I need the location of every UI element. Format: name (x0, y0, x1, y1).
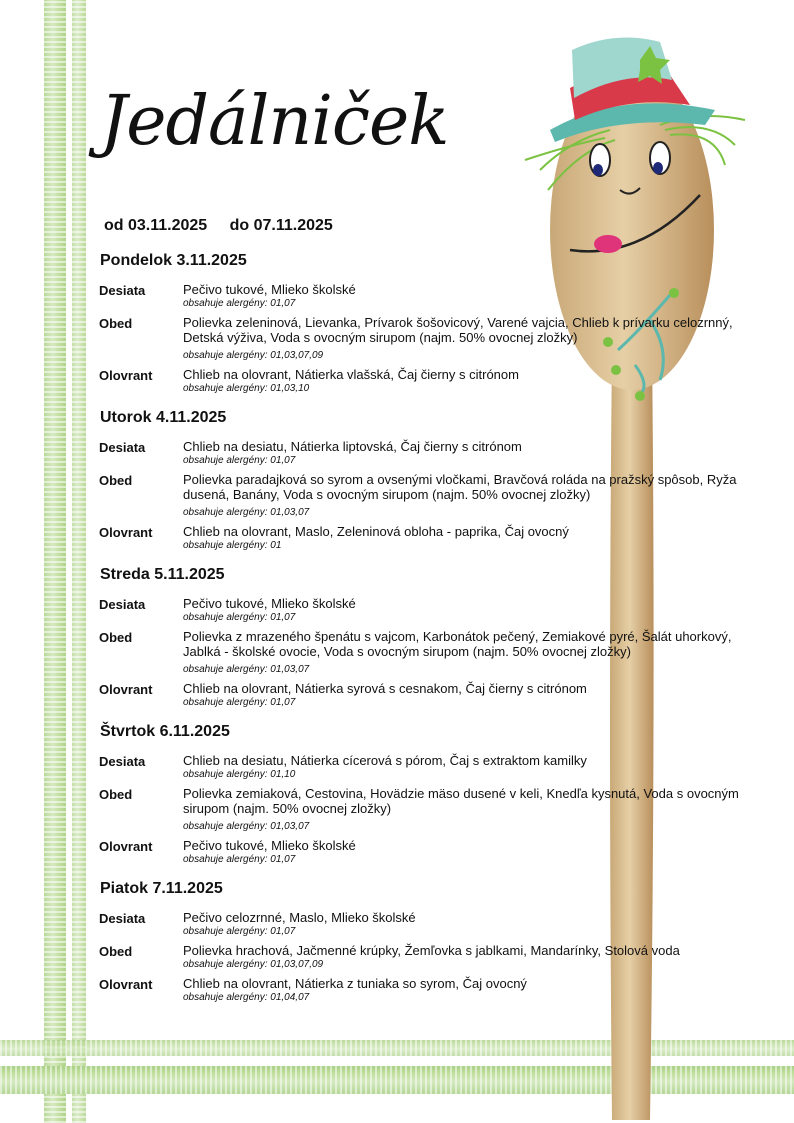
date-range (104, 217, 351, 235)
meal-text: Chlieb na desiatu, Nátierka liptovská, Čaj čierny s citrónom (183, 439, 522, 454)
allergens: obsahuje alergény: 01,03,07,09 (183, 350, 324, 361)
meal-label: Desiata (99, 754, 146, 769)
day-monday (99, 252, 739, 395)
meal-row-obed (99, 943, 739, 971)
day-title: Pondelok 3.11.2025 (100, 252, 247, 269)
meal-label: Obed (99, 787, 133, 802)
allergens: obsahuje alergény: 01,03,10 (183, 383, 310, 394)
meal-label: Olovrant (99, 682, 153, 697)
day-wednesday (99, 566, 739, 709)
meal-label: Obed (99, 630, 133, 645)
day-tuesday (99, 409, 739, 552)
allergens: obsahuje alergény: 01,07 (183, 455, 296, 466)
meal-text: Chlieb na olovrant, Nátierka z tuniaka so syrom, Čaj ovocný (183, 976, 527, 991)
meal-row-desiata (99, 439, 739, 467)
meal-text: Pečivo tukové, Mlieko školské (183, 596, 356, 611)
meal-text: Polievka paradajková so syrom a ovsenými vločkami, Bravčová roláda na pražský spôsob, Ryža dusená, Banány, Voda s ovocným sirupom (najm. 50% ovocnej zložky) (183, 472, 737, 502)
allergens: obsahuje alergény: 01,07 (183, 926, 296, 937)
day-title: Utorok 4.11.2025 (100, 409, 227, 426)
meal-text: Chlieb na olovrant, Nátierka vlašská, Čaj čierny s citrónom (183, 367, 519, 382)
allergens: obsahuje alergény: 01,07 (183, 854, 296, 865)
meal-text: Chlieb na desiatu, Nátierka cícerová s pórom, Čaj s extraktom kamilky (183, 753, 587, 768)
meal-label: Olovrant (99, 839, 153, 854)
allergens: obsahuje alergény: 01,03,07 (183, 821, 310, 832)
allergens: obsahuje alergény: 01,07 (183, 612, 296, 623)
meal-row-desiata (99, 753, 739, 781)
meal-text: Pečivo tukové, Mlieko školské (183, 282, 356, 297)
meal-text: Polievka zemiaková, Cestovina, Hovädzie mäso dusené v keli, Knedľa kysnutá, Voda s ovocným sirupom (najm. 50% ovocnej zložky) (183, 786, 739, 816)
green-stripe-left-thin (72, 0, 86, 1123)
allergens: obsahuje alergény: 01,04,07 (183, 992, 310, 1003)
date-from: od 03.11.2025 (104, 217, 208, 234)
meal-row-obed (99, 472, 739, 519)
meal-label: Desiata (99, 597, 146, 612)
meal-label: Obed (99, 473, 133, 488)
day-friday (99, 880, 739, 1004)
green-stripe-left (44, 0, 66, 1123)
day-thursday (99, 723, 739, 866)
meal-text: Chlieb na olovrant, Nátierka syrová s cesnakom, Čaj čierny s citrónom (183, 681, 587, 696)
day-title: Štvrtok 6.11.2025 (100, 723, 230, 740)
meal-row-desiata (99, 596, 739, 624)
meal-label: Olovrant (99, 525, 153, 540)
allergens: obsahuje alergény: 01,03,07,09 (183, 959, 324, 970)
meal-text: Chlieb na olovrant, Maslo, Zeleninová obloha - paprika, Čaj ovocný (183, 524, 569, 539)
meal-row-obed (99, 786, 739, 833)
meal-label: Olovrant (99, 368, 153, 383)
meal-label: Desiata (99, 440, 146, 455)
menu-list (99, 252, 739, 1018)
meal-row-obed (99, 629, 739, 676)
meal-text: Polievka zeleninová, Lievanka, Prívarok šošovicový, Varené vajcia, Chlieb k prívarku celozrnný, Detská výživa, Voda s ovocným sirupom (najm. 50% ovocnej zložky) (183, 315, 733, 345)
meal-row-obed (99, 315, 739, 362)
allergens: obsahuje alergény: 01,10 (183, 769, 296, 780)
allergens: obsahuje alergény: 01,03,07 (183, 507, 310, 518)
meal-text: Polievka hrachová, Jačmenné krúpky, Žemľovka s jablkami, Mandarínky, Stolová voda (183, 943, 680, 958)
allergens: obsahuje alergény: 01,07 (183, 298, 296, 309)
allergens: obsahuje alergény: 01 (183, 540, 282, 551)
allergens: obsahuje alergény: 01,03,07 (183, 664, 310, 675)
date-to: do 07.11.2025 (229, 217, 333, 234)
day-title: Streda 5.11.2025 (100, 566, 225, 583)
meal-row-desiata (99, 282, 739, 310)
day-title: Piatok 7.11.2025 (100, 880, 223, 897)
meal-text: Polievka z mrazeného špenátu s vajcom, Karbonátok pečený, Zemiakové pyré, Šalát uhorkový, Jablká - školské ovocie, Voda s ovocným sirupom (najm. 50% ovocnej zložky) (183, 629, 732, 659)
meal-label: Obed (99, 316, 133, 331)
meal-text: Pečivo celozrnné, Maslo, Mlieko školské (183, 910, 416, 925)
page-title: Jedálniček (100, 82, 449, 161)
meal-row-olovrant (99, 838, 739, 866)
allergens: obsahuje alergény: 01,07 (183, 697, 296, 708)
meal-text: Pečivo tukové, Mlieko školské (183, 838, 356, 853)
meal-label: Olovrant (99, 977, 153, 992)
meal-label: Desiata (99, 283, 146, 298)
meal-row-olovrant (99, 681, 739, 709)
meal-row-olovrant (99, 524, 739, 552)
meal-label: Obed (99, 944, 133, 959)
meal-label: Desiata (99, 911, 146, 926)
meal-row-olovrant (99, 367, 739, 395)
meal-row-olovrant (99, 976, 739, 1004)
meal-row-desiata (99, 910, 739, 938)
